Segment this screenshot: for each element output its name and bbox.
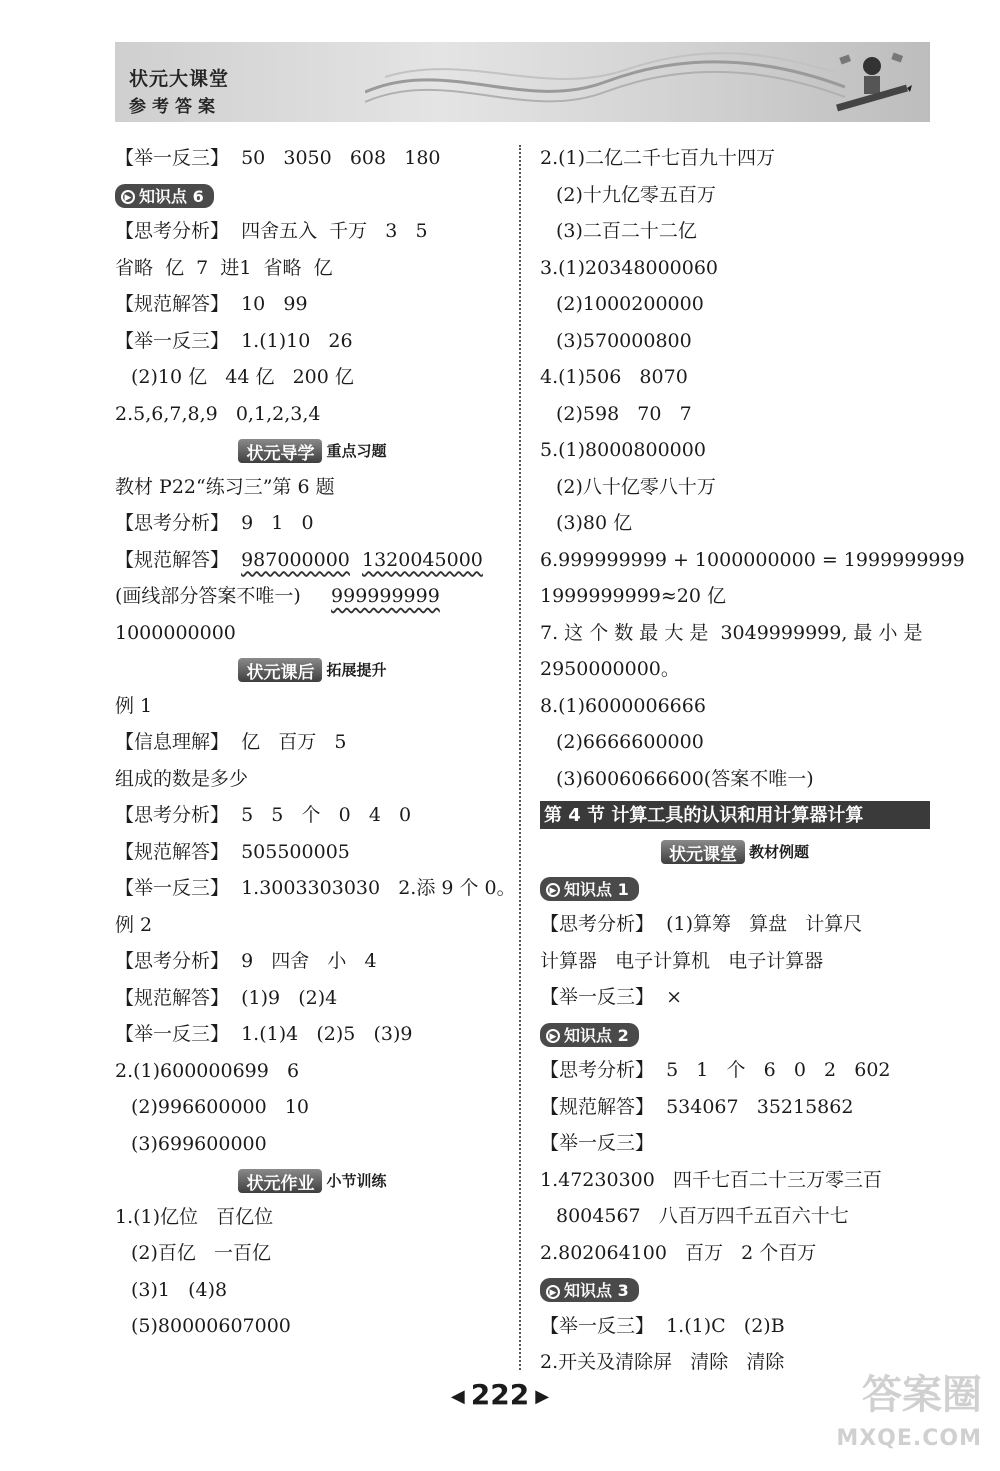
- knowledge-point-row: [115, 177, 510, 214]
- triangle-right-icon: ▶: [535, 1385, 550, 1407]
- answer-line: 1000000000: [115, 621, 236, 644]
- left-column: [115, 140, 516, 1345]
- watermark: 答案圈 MXQE.COM: [836, 1372, 982, 1451]
- answer-line: 省略 亿 7 进1 省略 亿: [115, 256, 333, 279]
- answer-line: 【规范解答】 10 99: [115, 293, 308, 315]
- banner-tag: 小节训练: [326, 1172, 387, 1190]
- answer-line: 7. 这 个 数 最 大 是 3049999999, 最 小 是: [540, 621, 923, 644]
- knowledge-point-badge: ▶ 知识点 2: [540, 1023, 639, 1047]
- answer-line: 4.(1)506 8070: [540, 366, 688, 388]
- answer-line: 【思考分析】 5 5 个 0 4 0: [115, 804, 412, 826]
- banner-tag: 重点习题: [326, 442, 387, 460]
- answer-line: 【举一反三】: [540, 1132, 655, 1154]
- triangle-left-icon: ◀: [450, 1385, 465, 1407]
- knowledge-point-row: [540, 870, 930, 907]
- banner-pill: 状元作业: [238, 1169, 322, 1193]
- banner-pill: 状元课堂: [661, 840, 745, 864]
- answer-line: (2)十九亿零五百万: [556, 183, 716, 206]
- section-banner: [540, 833, 930, 870]
- answer-line: 2.(1)600000699 6: [115, 1059, 300, 1082]
- knowledge-point-row: [540, 1271, 930, 1308]
- banner-tag: 教材例题: [748, 843, 809, 861]
- answer-line: 【思考分析】 9 1 0: [115, 512, 314, 534]
- answer-line: 【思考分析】 5 1 个 6 0 2 602: [540, 1059, 891, 1081]
- mascot-icon: [832, 48, 912, 118]
- answer-line: 教材 P22“练习三”第 6 题: [115, 475, 335, 498]
- answer-line: 1999999999≈20 亿: [540, 585, 727, 607]
- answer-line: 1.(1)亿位 百亿位: [115, 1205, 274, 1228]
- answer-line: 【举一反三】 1.3003303030 2.添 9 个 0。: [115, 877, 516, 899]
- play-icon: ▶: [546, 1285, 560, 1299]
- answer-line: (5)80000607000: [131, 1315, 291, 1337]
- banner-tag: 拓展提升: [326, 661, 387, 679]
- answer-line: 【举一反三】 50 3050 608 180: [115, 147, 441, 169]
- underlined-answer: 987000000: [241, 548, 350, 571]
- answer-line: 【规范解答】 (1)9 (2)4: [115, 986, 338, 1009]
- answer-line: 【思考分析】 9 四舍 小 4: [115, 950, 377, 972]
- header-subtitle: 参考答案: [129, 97, 221, 117]
- answer-line: 2.开关及清除屏 清除 清除: [540, 1351, 785, 1373]
- column-divider: [519, 145, 521, 1370]
- page-header: [115, 42, 930, 122]
- play-icon: ▶: [546, 883, 560, 897]
- banner-pill: 状元课后: [238, 658, 322, 682]
- answer-line: 【规范解答】 534067 35215862: [540, 1095, 854, 1118]
- answer-line: (2)1000200000: [556, 293, 704, 315]
- header-title: 状元大课堂: [129, 68, 230, 90]
- example-label: 例 2: [115, 913, 153, 936]
- answer-line: (2)10 亿 44 亿 200 亿: [131, 366, 354, 388]
- answer-line: 【思考分析】 四舍五入 千万 3 5: [115, 220, 428, 242]
- underlined-answer: 1320045000: [361, 548, 483, 571]
- answer-line: 计算器 电子计算机 电子计算器: [540, 949, 824, 972]
- play-icon: ▶: [546, 1029, 560, 1043]
- answer-line: 2.802064100 百万 2 个百万: [540, 1241, 817, 1264]
- answer-line: (画线部分答案不唯一) 999999999: [115, 585, 440, 607]
- answer-line: 组成的数是多少: [115, 767, 249, 790]
- knowledge-point-badge: ▶ 知识点 6: [115, 184, 214, 208]
- answer-line: (3)699600000: [131, 1132, 267, 1155]
- answer-line: (2)6666600000: [556, 731, 704, 753]
- banner-pill: 状元导学: [238, 439, 322, 463]
- answer-line: 6.999999999 + 1000000000 = 1999999999: [540, 548, 965, 571]
- answer-line: 2950000000。: [540, 658, 680, 680]
- answer-line: 2.5,6,7,8,9 0,1,2,3,4: [115, 402, 321, 425]
- example-label: 例 1: [115, 694, 153, 717]
- answer-line: (3)6006066600(答案不唯一): [556, 767, 814, 790]
- play-icon: ▶: [121, 190, 135, 204]
- header-wave-decoration: [365, 52, 845, 112]
- answer-line: (3)1 (4)8: [131, 1278, 228, 1301]
- section-banner: [115, 432, 510, 469]
- underlined-answer: 999999999: [331, 585, 440, 607]
- answer-line: (2)八十亿零八十万: [556, 475, 716, 498]
- answer-line: 1.47230300 四千七百二十三万零三百: [540, 1168, 882, 1191]
- answer-line: 【举一反三】 1.(1)4 (2)5 (3)9: [115, 1023, 413, 1045]
- answer-line: 【举一反三】 1.(1)C (2)B: [540, 1314, 785, 1337]
- answer-line: 【规范解答】 987000000 1320045000: [115, 548, 483, 571]
- knowledge-point-badge: ▶ 知识点 1: [540, 877, 639, 901]
- page-number: 222: [470, 1378, 530, 1411]
- answer-line: 【规范解答】 505500005: [115, 840, 350, 863]
- answer-line: 2.(1)二亿二千七百九十四万: [540, 147, 776, 169]
- answer-line: 5.(1)8000800000: [540, 439, 706, 461]
- answer-line: (2)598 70 7: [556, 402, 692, 425]
- knowledge-point-badge: ▶ 知识点 3: [540, 1278, 639, 1302]
- answer-line: 8004567 八百万四千五百六十七: [556, 1205, 849, 1227]
- answer-line: (3)570000800: [556, 329, 692, 352]
- answer-line: 8.(1)6000006666: [540, 694, 706, 717]
- answer-line: 【举一反三】 1.(1)10 26: [115, 329, 353, 352]
- answer-line: (2)996600000 10: [131, 1096, 310, 1118]
- answer-line: 【思考分析】 (1)算筹 算盘 计算尺: [540, 913, 863, 935]
- answer-line: 3.(1)20348000060: [540, 256, 719, 279]
- section-banner: [115, 651, 510, 688]
- answer-line: (2)百亿 一百亿: [131, 1242, 272, 1264]
- answer-line: 【举一反三】 ×: [540, 986, 682, 1008]
- right-column: [540, 140, 965, 1381]
- answer-line: 【信息理解】 亿 百万 5: [115, 731, 347, 753]
- answer-line: (3)80 亿: [556, 512, 633, 534]
- answer-line: (3)二百二十二亿: [556, 220, 697, 242]
- knowledge-point-row: [540, 1016, 930, 1053]
- section-heading: 第 4 节 计算工具的认识和用计算器计算: [540, 801, 930, 829]
- section-banner: [115, 1162, 510, 1199]
